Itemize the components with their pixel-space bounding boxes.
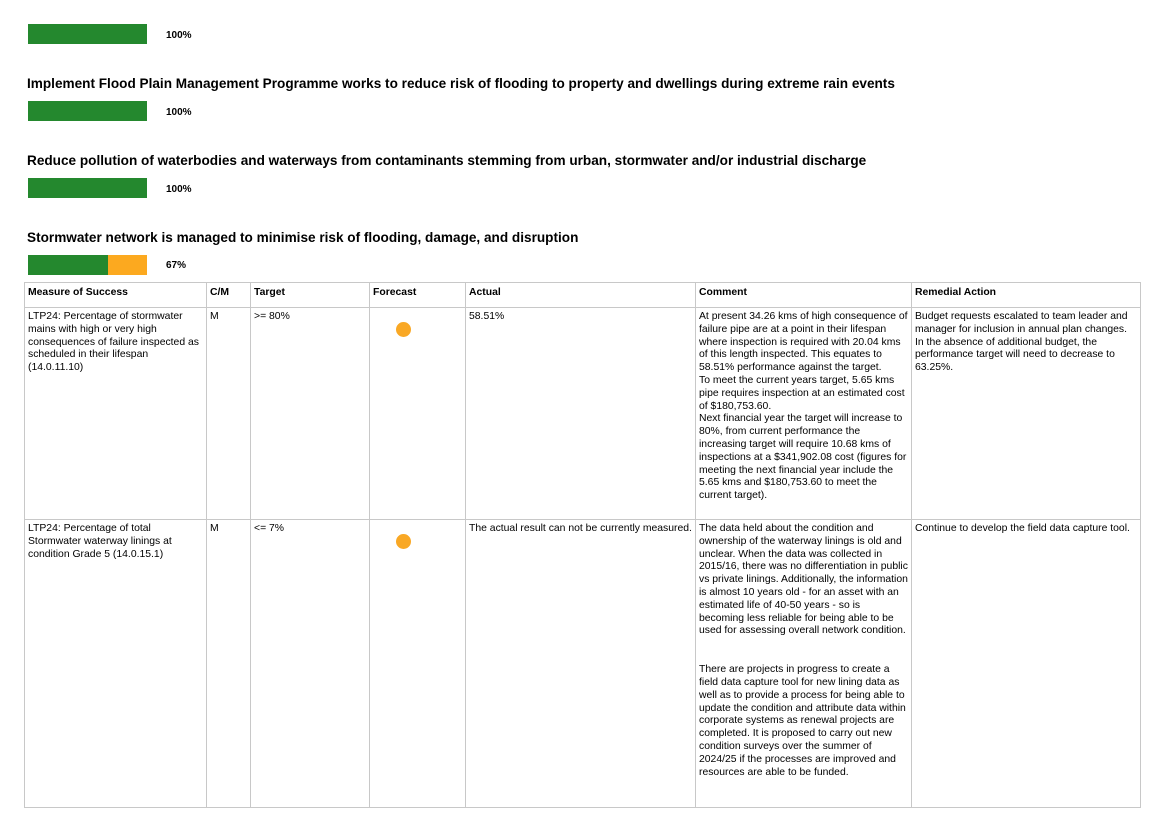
progress-bar [28,101,147,121]
cell-remedial: Budget requests escalated to team leader and manager for inclusion in annual plan changes. In the absence of additional budget, the performance target will need to decrease to 63.25%. [912,308,1141,520]
col-header-comment: Comment [696,283,912,308]
cell-comment [696,520,912,808]
col-header-forecast: Forecast [370,283,466,308]
comment-paragraph: To meet the current years target, 5.65 kms pipe requires inspection at an estimated cost of $180,753.60. [699,374,905,412]
progress-fill-complete [28,24,147,44]
cell-comment [696,308,912,520]
cell-cm: M [207,308,251,520]
col-header-actual: Actual [466,283,696,308]
cell-actual: 58.51% [466,308,696,520]
progress-percent: 67% [166,260,187,271]
progress-fill-complete [28,101,147,121]
col-header-cm: C/M [207,283,251,308]
cell-target: >= 80% [251,308,370,520]
section-heading: Implement Flood Plain Management Programme works to reduce risk of flooding to property and dwellings during extreme rain events [27,76,895,91]
col-header-remedial: Remedial Action [912,283,1141,308]
cell-measure: LTP24: Percentage of total Stormwater waterway linings at condition Grade 5 (14.0.15.1) [25,520,207,808]
cell-remedial: Continue to develop the field data capture tool. [912,520,1141,808]
progress-fill-complete [28,178,147,198]
progress-bar [28,255,147,275]
progress-percent: 100% [166,107,192,118]
cell-forecast [370,520,466,808]
cell-forecast [370,308,466,520]
comment-paragraph: At present 34.26 kms of high consequence of failure pipe are at a point in their lifespan where inspection is required with 20.04 kms of this length inspected. This equates to 58.51% performance against the target. [699,311,908,374]
progress-fill-remaining [108,255,147,275]
progress-fill-complete [28,255,108,275]
forecast-status-dot [396,534,411,549]
comment-paragraph: Next financial year the target will increase to 80%, from current performance the increasing target will require 10.68 kms of inspections at a $341,902.08 cost (figures for meeting the next financial year include the 5.65 kms and $180,753.60 to meet the current target). [699,413,907,502]
table-row [25,520,1141,808]
forecast-status-dot [396,322,411,337]
col-header-target: Target [251,283,370,308]
table-row [25,308,1141,520]
measures-table [24,282,1141,808]
section-heading: Stormwater network is managed to minimise risk of flooding, damage, and disruption [27,230,579,245]
progress-bar [28,24,147,44]
comment-paragraph: The data held about the condition and ownership of the waterway linings is old and unclear. When the data was collected in 2015/16, there was no differentiation in public vs private linings. Additionally, the information is almost 10 years old - for an asset with an estimated life of 40-50 years - so is becoming less reliable for being able to be used for assessing overall network condition. [699,523,908,637]
cell-actual: The actual result can not be currently measured. [466,520,696,808]
progress-percent: 100% [166,30,192,41]
cell-cm: M [207,520,251,808]
cell-measure: LTP24: Percentage of stormwater mains with high or very high consequences of failure inspected as scheduled in their lifespan (14.0.11.10) [25,308,207,520]
comment-paragraph: There are projects in progress to create a field data capture tool for new lining data as well as to provide a process for being able to update the condition and attribute data within corporate systems as renewal projects are completed. It is proposed to carry out new condition surveys over the summer of 2024/25 if the processes are improved and resources are able to be funded. [699,664,906,778]
table-header-row [25,283,1141,308]
col-header-measure: Measure of Success [25,283,207,308]
cell-target: <= 7% [251,520,370,808]
progress-percent: 100% [166,184,192,195]
section-heading: Reduce pollution of waterbodies and waterways from contaminants stemming from urban, stormwater and/or industrial discharge [27,153,867,168]
progress-bar [28,178,147,198]
